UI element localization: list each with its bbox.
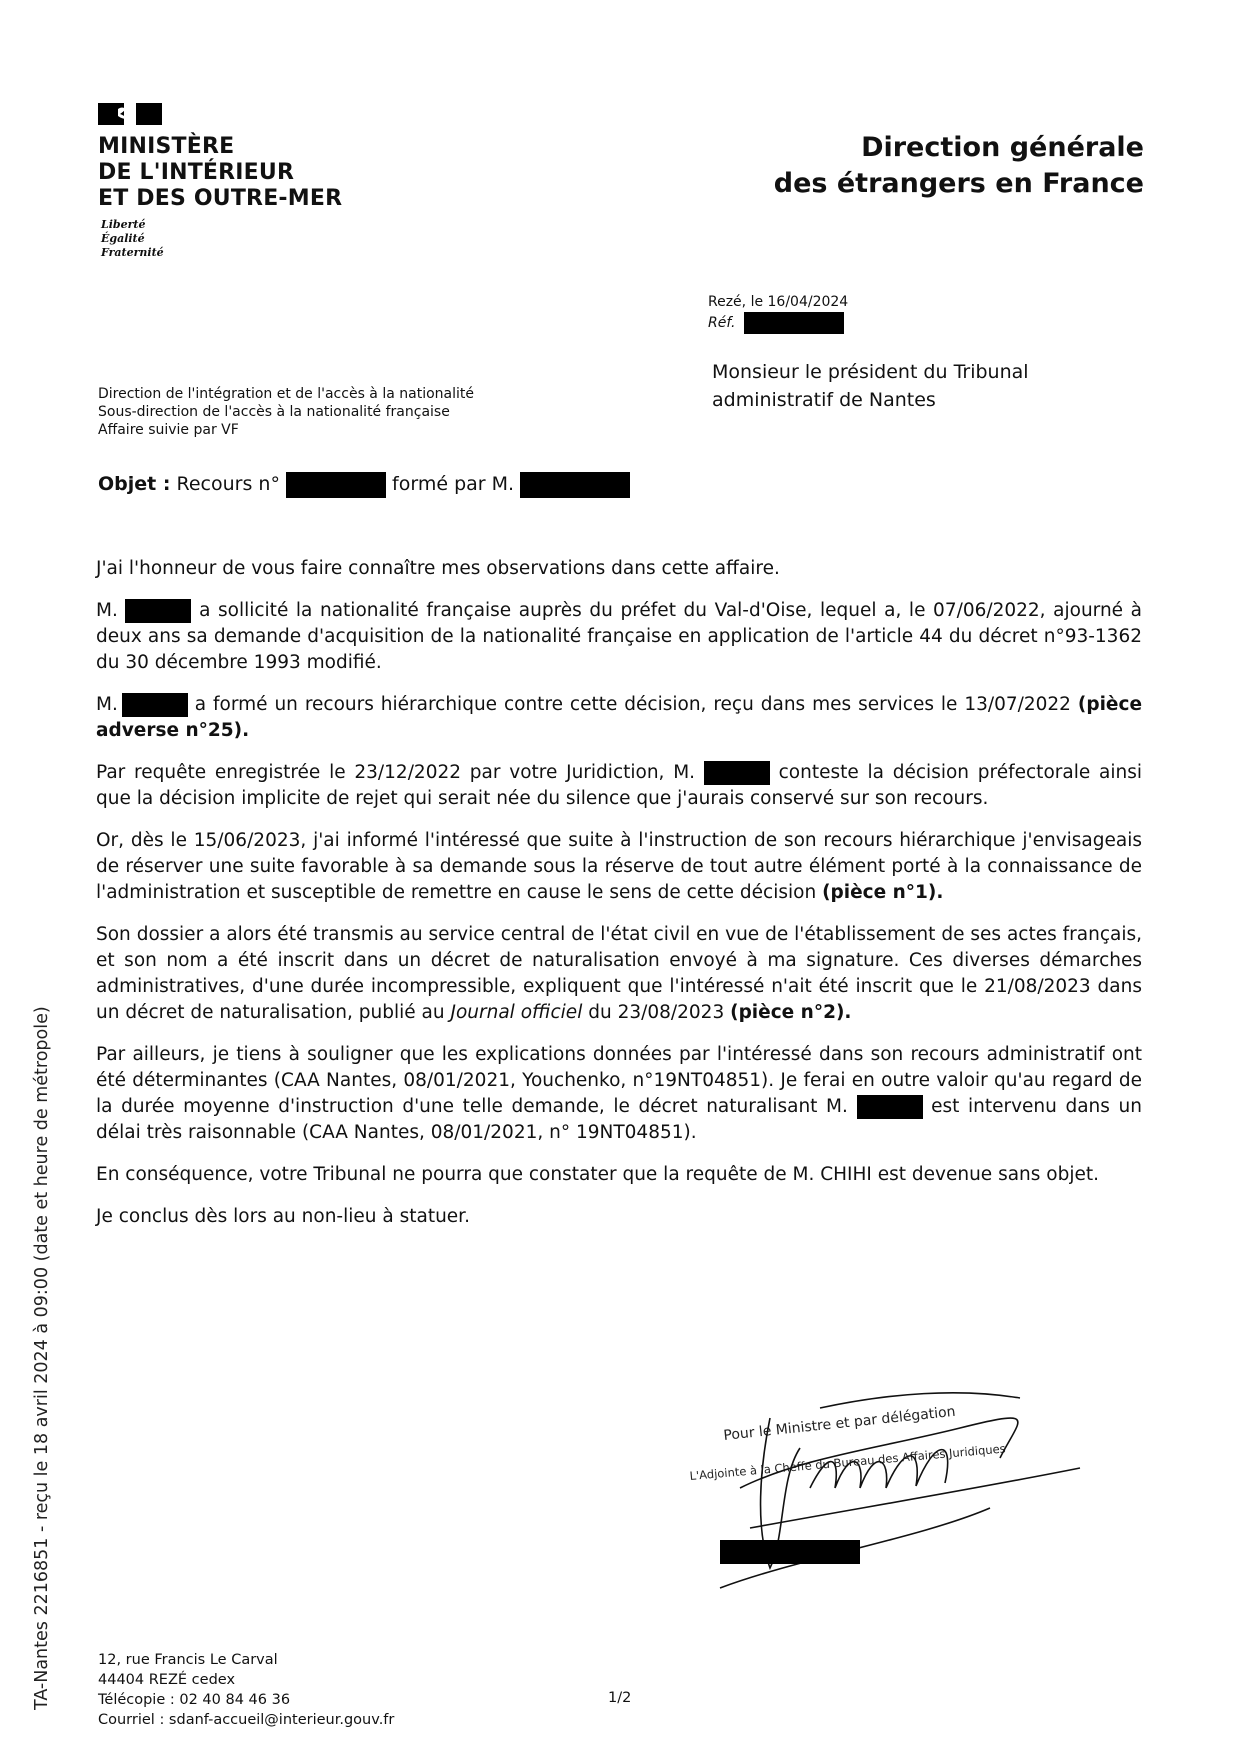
address-line: Courriel : sdanf-accueil@interieur.gouv.fr [98, 1712, 395, 1728]
redaction-block [520, 472, 630, 498]
direction-title [774, 130, 1144, 202]
date-block [708, 292, 848, 334]
republic-logo-icon [98, 103, 168, 125]
redaction-block [125, 599, 191, 623]
service-block [98, 385, 474, 439]
paragraph: Par ailleurs, je tiens à souligner que les explications données par l'intéressé dans son recours administratif ont été déterminantes (CAA Nantes, 08/01/2021, Youchenko, n°19NT04851). Je ferai en outre valoir qu'au regard de la durée moyenne d'instruction d'une telle demande, le décret naturalisant M. est intervenu dans un délai très raisonnable (CAA Nantes, 08/01/2021, n° 19NT04851). [96, 1044, 1142, 1143]
reception-stamp: TA-Nantes 2216851 - reçu le 18 avril 2024 à 09:00 (date et heure de métropole) [32, 1006, 52, 1710]
paragraph: En conséquence, votre Tribunal ne pourra que constater que la requête de M. CHIHI est devenue sans objet. [96, 1164, 1100, 1185]
subject-label: Objet : [98, 473, 171, 495]
service-line: Sous-direction de l'accès à la nationalité française [98, 404, 450, 420]
direction-line: Direction générale [861, 132, 1144, 163]
recipient-address [712, 358, 1029, 414]
ministry-line: ET DES OUTRE-MER [98, 186, 343, 211]
paragraph: M. a formé un recours hiérarchique contre cette décision, reçu dans mes services le 13/07/2022 (pièce adverse n°25). [96, 694, 1142, 741]
signature-line: L'Adjointe à la Cheffe du Bureau des Affaires Juridiques [689, 1441, 1007, 1483]
paragraph: Par requête enregistrée le 23/12/2022 par votre Juridiction, M. conteste la décision préfectorale ainsi que la décision implicite de rejet qui serait née du silence que j'aurais conservé sur son recours. [96, 762, 1142, 809]
recipient-line: Monsieur le président du Tribunal [712, 361, 1029, 383]
reference-line [708, 312, 848, 334]
redaction-block [286, 472, 386, 498]
ref-label: Réf. [708, 315, 736, 331]
motto-line: Liberté [101, 218, 146, 231]
letter-body [96, 556, 1142, 1246]
direction-line: des étrangers en France [773, 168, 1144, 199]
redaction-block [720, 1540, 860, 1564]
paragraph: M. a sollicité la nationalité française auprès du préfet du Val-d'Oise, lequel a, le 07/06/2022, ajourné à deux ans sa demande d'acquisition de la nationalité française en application de l'article 44 du décret n°93-1362 du 30 décembre 1993 modifié. [96, 600, 1143, 673]
paragraph: J'ai l'honneur de vous faire connaître mes observations dans cette affaire. [96, 558, 780, 579]
subject-text: Recours n° [176, 473, 280, 495]
signature-area [660, 1388, 1090, 1623]
paragraph: Or, dès le 15/06/2023, j'ai informé l'intéressé que suite à l'instruction de son recours hiérarchique j'envisageais de réserver une suite favorable à sa demande sous la réserve de tout autre élément porté à la connaissance de l'administration et susceptible de remettre en cause le sens de cette décision (pièce n°1). [96, 830, 1142, 903]
republic-motto [101, 218, 164, 260]
sender-address [98, 1650, 394, 1730]
redaction-block [857, 1095, 923, 1119]
service-line: Affaire suivie par VF [98, 422, 239, 438]
motto-line: Égalité [101, 232, 145, 245]
page-number: 1/2 [608, 1690, 632, 1706]
place-date: Rezé, le 16/04/2024 [708, 294, 849, 310]
recipient-line: administratif de Nantes [712, 389, 936, 411]
paragraph: Son dossier a alors été transmis au service central de l'état civil en vue de l'établissement de ses actes français, et son nom a été inscrit dans un décret de naturalisation envoyé à ma signature. Ces diverses démarches administratives, d'une durée incompressible, expliquent que l'intéressé n'ait été inscrit que le 21/08/2023 dans un décret de naturalisation, publié au Journal officiel du 23/08/2023 (pièce n°2). [96, 924, 1142, 1023]
redaction-block [744, 312, 844, 334]
ministry-line: DE L'INTÉRIEUR [98, 160, 295, 185]
redaction-block [704, 761, 770, 785]
address-line: 44404 REZÉ cedex [98, 1672, 236, 1688]
address-line: Télécopie : 02 40 84 46 36 [98, 1692, 291, 1708]
subject-line [98, 471, 630, 498]
ministry-line: MINISTÈRE [98, 134, 235, 159]
paragraph: Je conclus dès lors au non-lieu à statuer. [96, 1206, 470, 1227]
signature-line: Pour le Ministre et par délégation [722, 1403, 957, 1444]
address-line: 12, rue Francis Le Carval [98, 1652, 278, 1668]
service-line: Direction de l'intégration et de l'accès à la nationalité [98, 386, 474, 402]
motto-line: Fraternité [101, 246, 164, 259]
ministry-name [98, 134, 342, 212]
redaction-block [122, 693, 188, 717]
subject-text: formé par M. [392, 473, 515, 495]
